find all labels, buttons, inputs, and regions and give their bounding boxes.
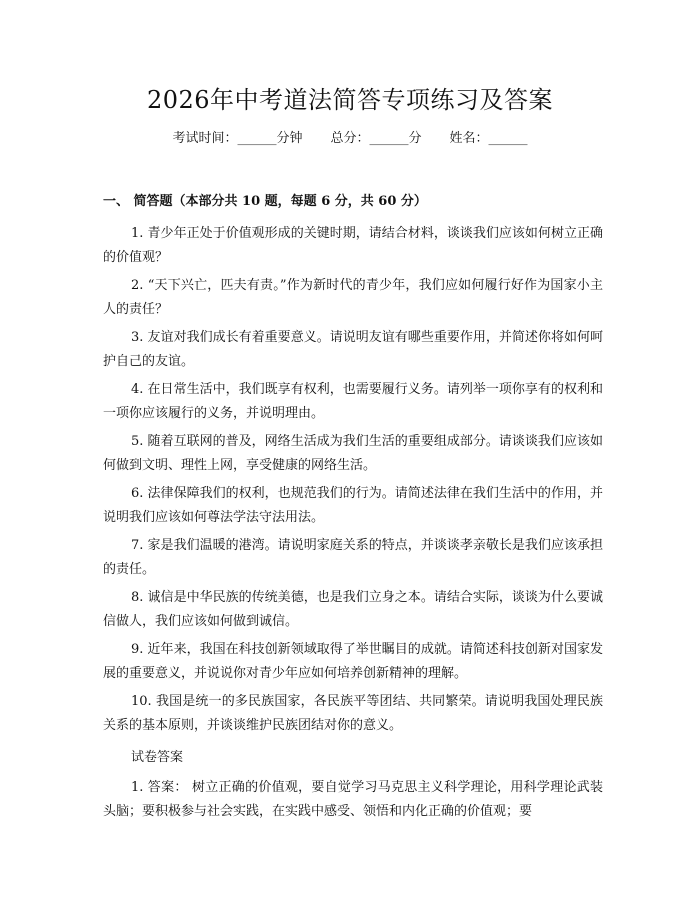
question-3: 3. 友谊对我们成长有着重要意义。请说明友谊有哪些重要作用，并简述你将如何呵护自己的友谊。 [103,330,603,369]
question-8: 8. 诚信是中华民族的传统美德，也是我们立身之本。请结合实际，谈谈为什么要诚信做人，我们应该如何做到诚信。 [103,590,603,629]
answer-1: 1. 答案： 树立正确的价值观，要自觉学习马克思主义科学理论，用科学理论武装头脑；要积极参与社会实践，在实践中感受、领悟和内化正确的价值观；要 [103,780,603,819]
answers-heading: 试卷答案 [131,750,184,765]
question-1: 1. 青少年正处于价值观形成的关键时期，请结合材料，谈谈我们应该如何树立正确的价值观？ [103,226,603,265]
question-6: 6. 法律保障我们的权利，也规范我们的行为。请简述法律在我们生活中的作用，并说明我们应该如何尊法学法守法用法。 [103,486,603,525]
student-name-field: 姓名：______ [449,131,528,146]
question-4: 4. 在日常生活中，我们既享有权利，也需要履行义务。请列举一项你享有的权利和一项你应该履行的义务，并说明理由。 [103,382,603,421]
question-7: 7. 家是我们温暖的港湾。请说明家庭关系的特点，并谈谈孝亲敬长是我们应该承担的责任。 [103,538,603,577]
exam-meta [0,128,700,150]
section-heading: 一、 简答题（本部分共 10 题，每题 6 分，共 60 分） [103,194,427,209]
question-5: 5. 随着互联网的普及，网络生活成为我们生活的重要组成部分。请谈谈我们应该如何做到文明、理性上网，享受健康的网络生活。 [103,434,603,473]
question-2: 2. “天下兴亡，匹夫有责。”作为新时代的青少年，我们应如何履行好作为国家小主人的责任？ [103,278,603,317]
page-title: 2026年中考道法简答专项练习及答案 [146,86,554,114]
exam-time-field: 考试时间：______分钟 [172,131,303,146]
question-10: 10. 我国是统一的多民族国家，各民族平等团结、共同繁荣。请说明我国处理民族关系的基本原则，并谈谈维护民族团结对你的意义。 [103,694,603,733]
question-9: 9. 近年来，我国在科技创新领域取得了举世瞩目的成就。请简述科技创新对国家发展的重要意义，并说说你对青少年应如何培养创新精神的理解。 [103,642,603,681]
total-score-field: 总分：______分 [330,131,422,146]
